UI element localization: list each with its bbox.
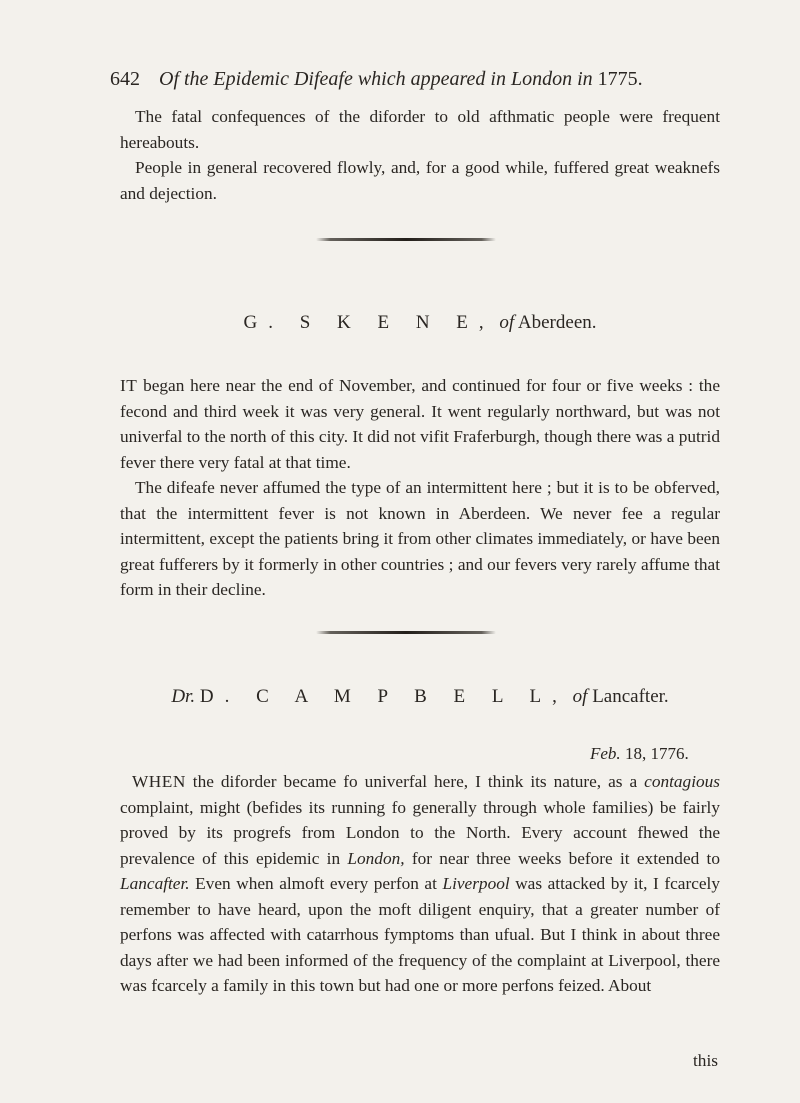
paragraph: The difeafe never affumed the type of an intermittent here ; but it is to be obferved, that the intermittent fever is not known in Aberdeen. We never fee a regular intermittent, except the patients bring it from other climates immediately, or have been great fufferers by it formerly in other countries ; and our fevers very rarely affume that form in their decline. xyxy=(120,478,720,599)
section-3-text xyxy=(120,769,720,999)
page-number: 642 xyxy=(110,68,140,90)
running-head xyxy=(110,68,710,91)
author-name: G. S K E N E, xyxy=(243,312,495,333)
paragraph xyxy=(120,373,720,475)
text-run: was attacked by it, I fcarcely remember to have heard, upon the moft diligent enquiry, that a greater number of perfons was affected with catarrhous fymptoms than ufual. But I think in about three days after we had been informed of the frequency of the complaint at Liverpool, there was fcarcely a family in this town but had one or more perfons feized. About xyxy=(120,874,720,995)
text-run: Even when almoft every perfon at xyxy=(189,874,443,893)
catchword: this xyxy=(693,1051,718,1070)
author-of: of xyxy=(499,312,515,333)
section-divider-rule xyxy=(316,631,496,634)
date-rest: 18, 1776. xyxy=(624,744,689,763)
italic-run: London, xyxy=(347,848,405,868)
paragraph: People in general recovered flowly, and, for a good while, fuffered great weaknefs and dejection. xyxy=(120,158,720,203)
letter-date xyxy=(590,744,689,764)
section-1-text xyxy=(120,104,720,206)
text-run: complaint, might (befides its running fo generally through whole families) be fairly proved by its progrefs from London to the North. Every account fhewed the prevalence of this epidemic in xyxy=(120,797,720,868)
author-of: of xyxy=(572,686,588,707)
italic-run: Liverpool xyxy=(442,874,510,893)
author-title: Dr. xyxy=(171,686,196,707)
running-head-title: Of the Epidemic Difeafe which appeared in London in xyxy=(159,68,593,90)
lead-word: WHEN xyxy=(132,772,186,791)
running-head-year: 1775. xyxy=(597,68,643,90)
text-run: the diforder became fo univerfal here, I think its nature, as a xyxy=(185,772,645,791)
author-heading-campbell xyxy=(120,686,720,708)
paragraph-text: began here near the end of November, and continued for four or five weeks : the fecond and third week it was very general. It went regularly northward, but was not univerfal to the north of this city. It did not vifit Fraferburgh, though there was a putrid fever there very fatal at that time. xyxy=(120,376,720,472)
text-run: for near three weeks before it extended to xyxy=(404,848,720,868)
paragraph xyxy=(120,769,720,999)
date-month: Feb. xyxy=(590,744,621,763)
paragraph: The fatal confequences of the diforder to old afthmatic people were frequent hereabouts. xyxy=(120,107,720,152)
author-heading-skene xyxy=(120,312,720,334)
lead-word: IT xyxy=(120,376,138,395)
section-divider-rule xyxy=(316,238,496,241)
author-place: Aberdeen. xyxy=(517,312,597,333)
author-name: D. C A M P B E L L, xyxy=(199,686,568,707)
italic-run: contagious xyxy=(644,772,720,791)
italic-run: Lancafter. xyxy=(120,874,190,893)
section-2-text xyxy=(120,373,720,603)
author-place: Lancafter. xyxy=(592,686,669,707)
